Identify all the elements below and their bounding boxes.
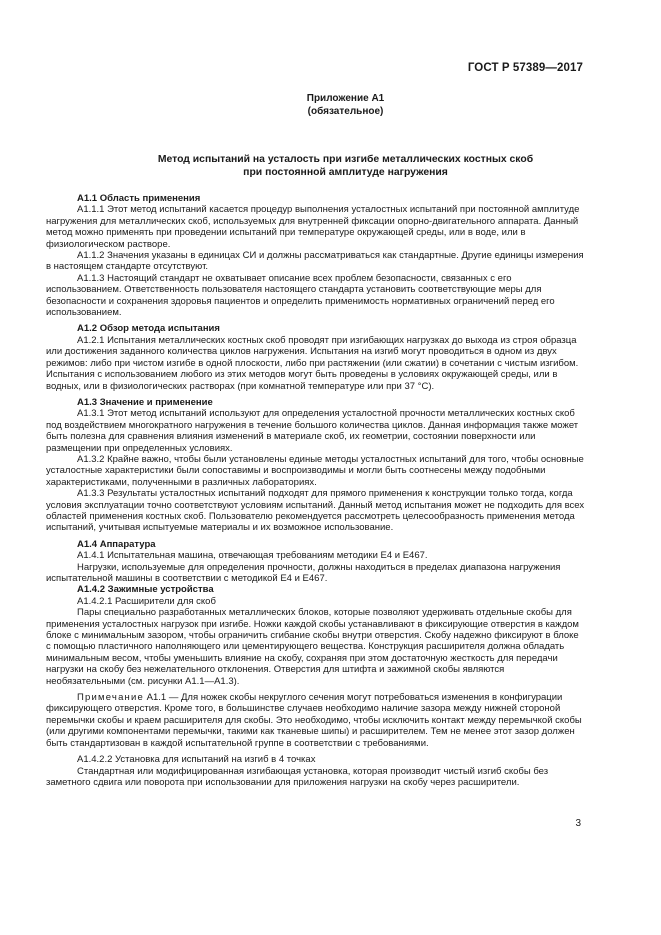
- section-heading: А1.1 Область применения: [77, 193, 201, 204]
- note-label: Примечание: [77, 692, 144, 704]
- document-title: [0, 153, 661, 179]
- subsection-title: А1.4.2.1 Расширители для скоб: [77, 595, 216, 607]
- standard-number: ГОСТ Р 57389—2017: [467, 62, 583, 74]
- section-heading: А1.4 Аппаратура: [77, 538, 156, 550]
- section-heading: А1.3 Значение и применение: [77, 396, 213, 408]
- subsection-title: А1.4.2.2 Установка для испытаний на изгиб в 4 точках: [77, 754, 316, 766]
- paragraph: А1.1.2 Значения указаны в единицах СИ и должны рассматриваться как стандартные. Другие единицы измерения в настоящем стандарте отсутствуют.: [46, 250, 584, 273]
- paragraph: А1.2.1 Испытания металлических костных скоб проводят при изгибающих нагрузках до выхода из строя образца или достижения заданного количества циклов нагружения. Испытания на изгиб могут проводиться в одном из двух режимов: либо при чистом изгибе в одной плоскости, либо при растяжении (или сжатии) в сочетании с чистым изгибом. Испытания с использованием любого из этих методов могут быть проведены в условиях окружающей среды, или в водных, или в физиологических растворах (при комнатной температуре или при 37 °С).: [46, 334, 579, 392]
- paragraph: А1.3.1 Этот метод испытаний используют для определения усталостной прочности металлических костных скоб под воздействием многократного нагружения в течение большого количества циклов. Данная информация также может быть полезна для сравнения влияния изменений в материале скоб, их геометрии, состоянии поверхности или размещении при определенных условиях.: [46, 408, 579, 454]
- paragraph: А1.3.3 Результаты усталостных испытаний подходят для прямого применения к конструкции только тогда, когда условия эксплуатации точно соответствуют условиям испытаний. Данный метод испытания может не подходить для всех областей применения костных скоб. Пользователю рекомендуется рассмотреть целесообразность применения метода испытаний, учитывая испытуемые материалы и их возможное использование.: [46, 488, 585, 534]
- appendix-subtitle: (обязательное): [307, 106, 384, 117]
- paragraph: А1.4.1 Испытательная машина, отвечающая требованиям методики Е4 и Е467.: [77, 550, 428, 562]
- note-text: А1.1 — Для ножек скобы некруглого сечения могут потребоваться изменения в конфигурации фиксирующего отверстия. Кроме того, в большинстве случаев необходимо наличие зазора между нижней стороной перемычки скобы и краем расширителя для скобы. Это необходимо, чтобы исключить контакт между перемычкой скобы (или другими компонентами перемычки, такими как тканевые шипы) и расширителем. Тем не менее этот зазор должен быть стандартизован в каждой испытательной группе в соответствии с требованиями.: [46, 692, 582, 749]
- appendix-title: Приложение А1: [306, 93, 385, 104]
- section-heading: А1.2 Обзор метода испытания: [77, 323, 220, 335]
- paragraph: Стандартная или модифицированная изгибающая установка, которая производит чистый изгиб скобы без заметного сдвига или поворота при использовании для приложения нагрузки на скобу через расширители.: [46, 765, 549, 788]
- subsection-heading: А1.4.2 Зажимные устройства: [77, 584, 214, 596]
- paragraph: Пары специально разработанных металлических блоков, которые позволяют удерживать отдельные скобы для применения усталостных нагрузок при изгибе. Ножки каждой скобы устанавливают в фиксирующие отверстия в каждом блоке с минимальным зазором, чтобы ограничить сгибание скобы внутри отверстия. Скобу надежно фиксируют в блоке с помощью пластичного наполняющего или цементирующего вещества. Конструкция расширителя должна обладать минимальным весом, чтобы уменьшить влияние на скобу, сохраняя при этом достаточную жесткость для передачи нагрузки на скобу без нежелательного отклонения. Отверстия для штифта и зажимной скобы являются необязательными (см. рисунки А1.1—А1.3).: [46, 607, 579, 687]
- title-line-2: при постоянной амплитуде нагружения: [243, 167, 448, 178]
- note: [46, 692, 585, 749]
- paragraph: А1.1.3 Настоящий стандарт не охватывает описание всех проблем безопасности, связанных с его использованием. Ответственность пользователя настоящего стандарта установить соответствующие меры для безопасности и сохранения здоровья пациентов и определить применимость нормативных ограничений перед его использованием.: [46, 272, 555, 319]
- title-line-1: Метод испытаний на усталость при изгибе металлических костных скоб: [157, 154, 534, 165]
- page-number: 3: [575, 818, 581, 829]
- appendix-header: [0, 92, 661, 118]
- paragraph: А1.3.2 Крайне важно, чтобы были установлены единые методы усталостных испытаний для того, чтобы основные усталостные характеристики были сопоставимы и воспроизводимы и могли быть соотнесены между подобными характеристиками, полученными в различных лабораториях.: [46, 453, 584, 488]
- paragraph: Нагрузки, используемые для определения прочности, должны находиться в пределах диапазона нагружения испытательной машины в соответствии с методикой Е4 и Е467.: [46, 561, 561, 584]
- paragraph: А1.1.1 Этот метод испытаний касается процедур выполнения усталостных испытаний при постоянной амплитуде нагружения для металлических скоб, используемых для внутренней фиксации опорно-двигательного аппарата. Данный метод можно применять при проведении испытаний при температуре окружающей среды, или в воде, или в физиологическом растворе.: [46, 204, 580, 250]
- document-body: [46, 193, 585, 788]
